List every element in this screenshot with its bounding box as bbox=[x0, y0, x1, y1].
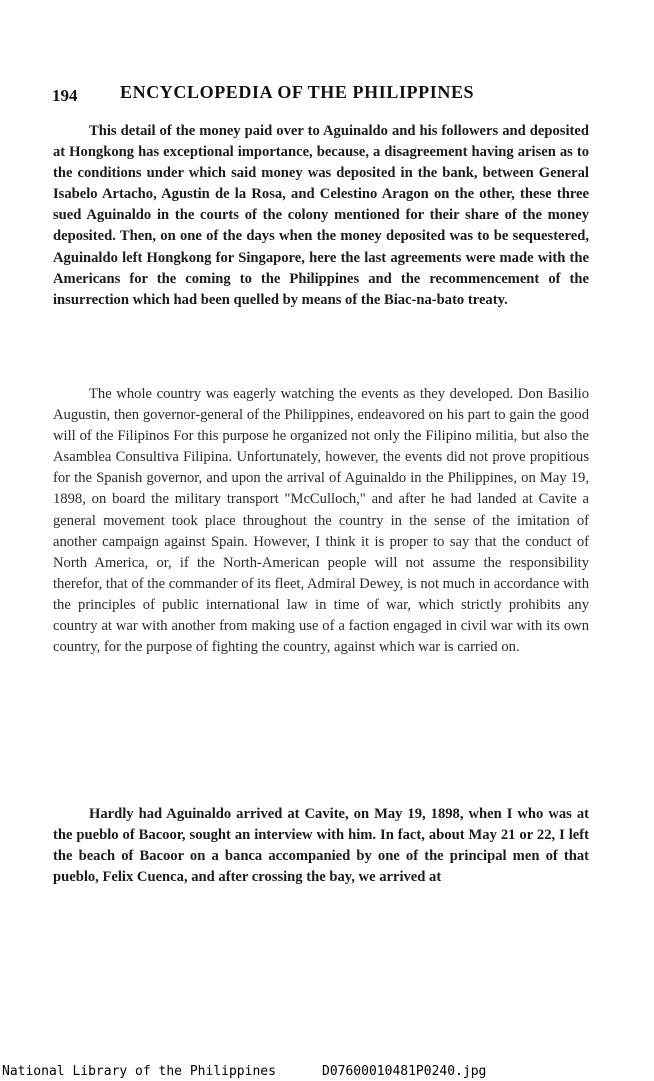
page-header bbox=[52, 82, 592, 106]
page-number: 194 bbox=[52, 86, 78, 105]
paragraph-money-deposit: This detail of the money paid over to Aguinaldo and his followers and deposited at Hongkong has exceptional importance, because, a disagreement having arisen as to the conditions under which said money was deposited in the bank, between General Isabelo Artacho, Agustin de la Rosa, and Celestino Aragon on the other, these three sued Aguinaldo in the courts of the colony mentioned for their share of the money deposited. Then, on one of the days when the money deposited was to be sequestered, Aguinaldo left Hongkong for Singapore, here the last agreements were made with the Americans for the coming to the Philippines and the recommencement of the insurrection which had been quelled by means of the Biac-na-bato treaty. bbox=[53, 123, 589, 308]
paragraph-country-watching: The whole country was eagerly watching the events as they developed. Don Basilio Augustin, then governor-general of the Philippines, endeavored on his part to gain the good will of the Filipinos For this purpose he organized not only the Filipino militia, but also the Asamblea Consultiva Filipina. Unfortunately, however, the events did not prove propitious for the Spanish governor, and upon the arrival of Aguinaldo in the Philippines, on May 19, 1898, on board the military transport "McCulloch," and after he had landed at Cavite a general movement took place throughout the country in the sense of the imitation of another campaign against Spain. However, I think it is proper to say that the conduct of North America, or, if the North-American people will not assume the responsibility therefor, that of the commander of its fleet, Admiral Dewey, is not much in accordance with the principles of public international law in time of war, which strictly prohibits any country at war with another from making use of a faction engaged in civil war with its own country, for the purpose of fighting the country, against which war is carried on. bbox=[53, 386, 589, 656]
running-title: ENCYCLOPEDIA OF THE PHILIPPINES bbox=[120, 82, 475, 102]
paragraph-aguinaldo-cavite: Hardly had Aguinaldo arrived at Cavite, on May 19, 1898, when I who was at the pueblo of Bacoor, sought an interview with him. In fact, about May 21 or 22, I left the beach of Bacoor on a banca accompanied by one of the principal men of that pueblo, Felix Cuenca, and after crossing the bay, we arrived at bbox=[53, 806, 589, 886]
footer-source: National Library of the Philippines bbox=[2, 1064, 276, 1079]
scan-footer bbox=[0, 1064, 654, 1081]
footer-filename: D07600010481P0240.jpg bbox=[322, 1064, 487, 1079]
